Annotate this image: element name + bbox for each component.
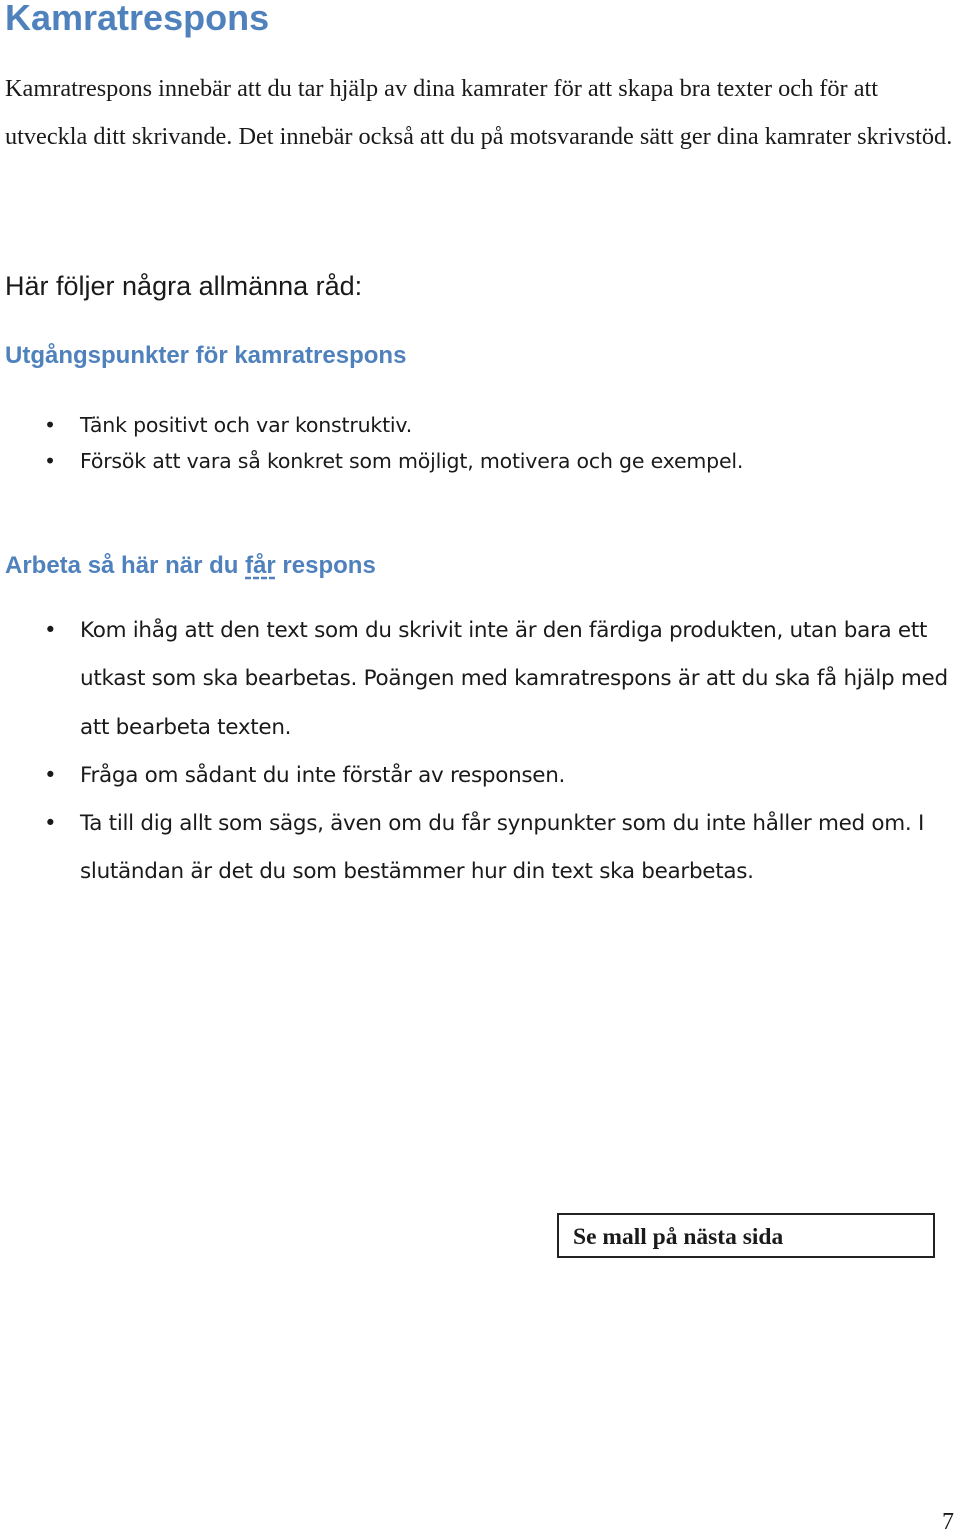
receiving-feedback-list (0, 607, 955, 897)
list-item (0, 752, 955, 800)
list-item (0, 607, 955, 752)
list-item-text: Försök att vara så konkret som möjligt, motivera och ge exempel. (80, 449, 744, 473)
bullet-icon: • (44, 449, 56, 473)
list-item (0, 800, 955, 897)
section-heading-starting-points: Utgångspunkter för kamratrespons (5, 342, 407, 369)
template-reference-box: Se mall på nästa sida (557, 1213, 935, 1258)
section-heading-receiving-feedback (5, 550, 376, 582)
list-item-text: Ta till dig allt som sägs, även om du får synpunkter som du inte håller med om. I slutändan är det du som bestämmer hur din text ska bearbetas. (80, 811, 925, 885)
heading-emphasis-word: får (245, 552, 276, 579)
advice-heading: Här följer några allmänna råd: (5, 271, 363, 301)
bullet-icon: • (44, 811, 57, 837)
list-item (0, 443, 900, 479)
page-title: Kamratrespons (5, 0, 270, 38)
bullet-icon: • (44, 762, 57, 788)
page-number: 7 (942, 1509, 954, 1535)
heading-text-end: respons (275, 552, 376, 579)
list-item (0, 407, 900, 443)
heading-text-start: Arbeta så här när du (5, 552, 246, 579)
starting-points-list (0, 407, 900, 479)
list-item-text: Fråga om sådant du inte förstår av responsen. (80, 762, 566, 788)
bullet-icon: • (44, 618, 57, 643)
bullet-icon: • (44, 413, 56, 437)
list-item-text: Tänk positivt och var konstruktiv. (80, 413, 413, 437)
intro-paragraph: Kamratrespons innebär att du tar hjälp av dina kamrater för att skapa bra texter och för att utveckla ditt skrivande. Det innebär också att du på motsvarande sätt ger dina kamrater skrivstöd. (5, 75, 953, 150)
list-item-text: Kom ihåg att den text som du skrivit inte är den färdiga produkten, utan bara ett utkast som ska bearbetas. Poängen med kamratrespons är att du ska få hjälp med att bearbeta texten. (80, 618, 948, 740)
